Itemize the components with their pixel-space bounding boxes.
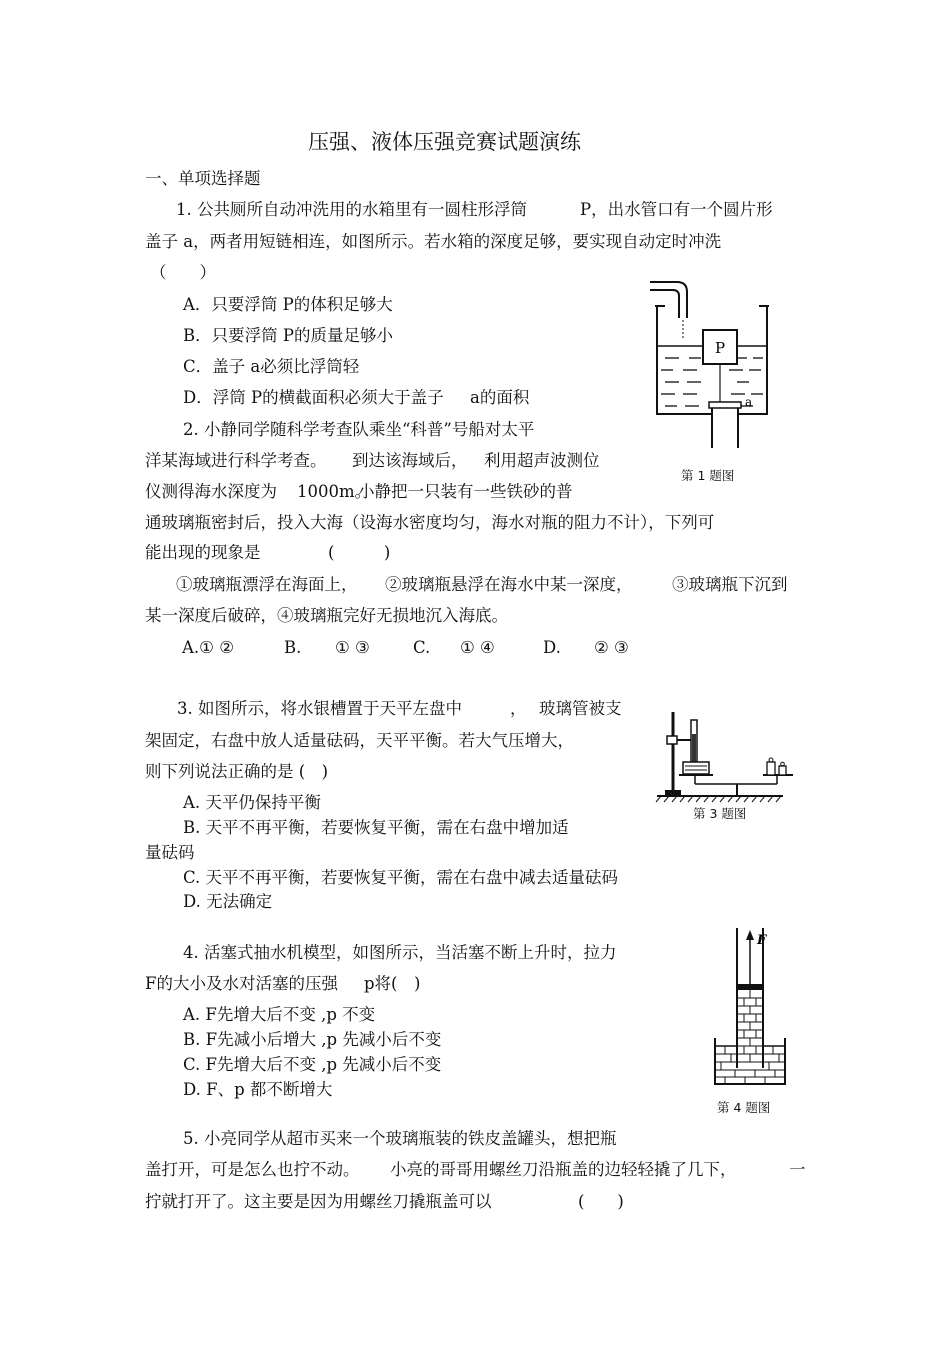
page-title: 压强、液体压强竞赛试题演练 (308, 130, 581, 154)
q2-option-d-letter: D. (543, 638, 561, 657)
q1-option-a: A．只要浮筒 P的体积足够大 (183, 295, 393, 314)
q2-option-a: A.① ② (182, 638, 234, 657)
q3-option-b: B. 天平不再平衡，若要恢复平衡，需在右盘中增加适 (183, 818, 569, 837)
q3-figure-balance (655, 700, 800, 805)
q2-statement-3: ③玻璃瓶下沉到 (672, 575, 788, 594)
q2-option-c-letter: C. (413, 638, 431, 657)
q1-line-3: （ ） (150, 263, 216, 282)
q2-line-2c: 利用超声波测位 (484, 451, 600, 470)
q2-line-3a: 仪测得海水深度为 (145, 482, 277, 501)
q3-line-2: 架固定，右盘中放人适量砝码，天平平衡。若大气压增大， (145, 731, 574, 750)
q4-option-c: C. F先增大后不变 ,p 先减小后不变 (183, 1055, 442, 1074)
q5-line-2a: 盖打开，可是怎么也拧不动。 (145, 1160, 360, 1179)
q4-figure-piston-pump (705, 920, 795, 1092)
q1-figure-caption: 第 1 题图 (681, 468, 735, 483)
q3-option-b-continued: 量砝码 (145, 843, 195, 862)
q3-line-1a: 3. 如图所示，将水银槽置于天平左盘中 (177, 699, 462, 718)
q3-option-a: A. 天平仍保持平衡 (183, 793, 321, 812)
q4-line-1: 4. 活塞式抽水机模型，如图所示，当活塞不断上升时，拉力 (183, 943, 617, 962)
q4-option-d: D. F、p 都不断增大 (183, 1080, 333, 1099)
q4-figure-caption: 第 4 题图 (717, 1100, 771, 1115)
q1-option-b: B．只要浮筒 P的质量足够小 (183, 326, 393, 345)
q2-line-1: 2. 小静同学随科学考查队乘坐“科普”号船对太平 (183, 420, 535, 439)
q4-option-a: A. F先增大后不变 ,p 不变 (183, 1005, 376, 1024)
q4-line-2a: F的大小及水对活塞的压强 (145, 974, 338, 993)
q1-figure-label-p: P (714, 339, 726, 357)
q1-figure-water-tank (645, 278, 775, 450)
q2-statement-line-2: 某一深度后破碎，④玻璃瓶完好无损地沉入海底。 (145, 606, 508, 625)
q2-line-2a: 洋某海域进行科学考查。 (145, 451, 327, 470)
q3-line-3: 则下列说法正确的是 ( ) (145, 762, 329, 781)
q4-figure-label-f: F (757, 933, 767, 948)
q5-line-3a: 拧就打开了。这主要是因为用螺丝刀撬瓶盖可以 (145, 1192, 492, 1211)
q3-line-1c: 玻璃管被支 (539, 699, 622, 718)
q2-line-3b: 1000m。 (297, 482, 372, 501)
q2-option-c: ① ④ (460, 638, 495, 657)
q5-line-2c: 一 (789, 1160, 806, 1179)
q1-line-1: 1. 公共厕所自动冲洗用的水箱里有一圆柱形浮筒 (176, 200, 527, 219)
q2-line-5a: 能出现的现象是 (145, 543, 261, 562)
q2-statement-2: ②玻璃瓶悬浮在海水中某一深度， (385, 575, 633, 594)
q2-statement-1: ①玻璃瓶漂浮在海面上， (176, 575, 358, 594)
q5-line-2b: 小亮的哥哥用螺丝刀沿瓶盖的边轻轻撬了几下， (390, 1160, 737, 1179)
q1-line-1b: P，出水管口有一个圆片形 (580, 200, 773, 219)
q1-option-d-tail: a的面积 (470, 388, 530, 407)
q4-line-2b: p将( ) (364, 974, 421, 993)
q2-option-b-letter: B. (284, 638, 302, 657)
q1-figure-label-a: a (745, 395, 753, 409)
section-heading: 一、单项选择题 (145, 169, 261, 188)
q3-line-1b: ， (510, 699, 527, 718)
q1-option-c: C．盖子 a必须比浮筒轻 (183, 357, 360, 376)
q3-option-c: C. 天平不再平衡，若要恢复平衡，需在右盘中减去适量砝码 (183, 868, 619, 887)
q2-option-b: ① ③ (335, 638, 370, 657)
q3-figure-caption: 第 3 题图 (693, 806, 747, 821)
q2-line-2b: 到达该海域后， (352, 451, 468, 470)
q5-line-1: 5. 小亮同学从超市买来一个玻璃瓶装的铁皮盖罐头，想把瓶 (183, 1129, 617, 1148)
q2-line-4: 通玻璃瓶密封后，投入大海（设海水密度均匀，海水对瓶的阻力不计），下列可 (145, 513, 715, 532)
q2-line-3c: 小静把一只装有一些铁砂的普 (358, 482, 573, 501)
q2-option-d: ② ③ (594, 638, 629, 657)
q1-option-d: D．浮筒 P的横截面积必须大于盖子 (183, 388, 444, 407)
q1-line-2: 盖子 a，两者用短链相连，如图所示。若水箱的深度足够，要实现自动定时冲洗 (145, 232, 722, 251)
q5-line-3b: ( ) (578, 1192, 624, 1211)
q4-option-b: B. F先减小后增大 ,p 先减小后不变 (183, 1030, 442, 1049)
q3-option-d: D. 无法确定 (183, 892, 273, 911)
q2-line-5b: ( ) (328, 543, 391, 562)
